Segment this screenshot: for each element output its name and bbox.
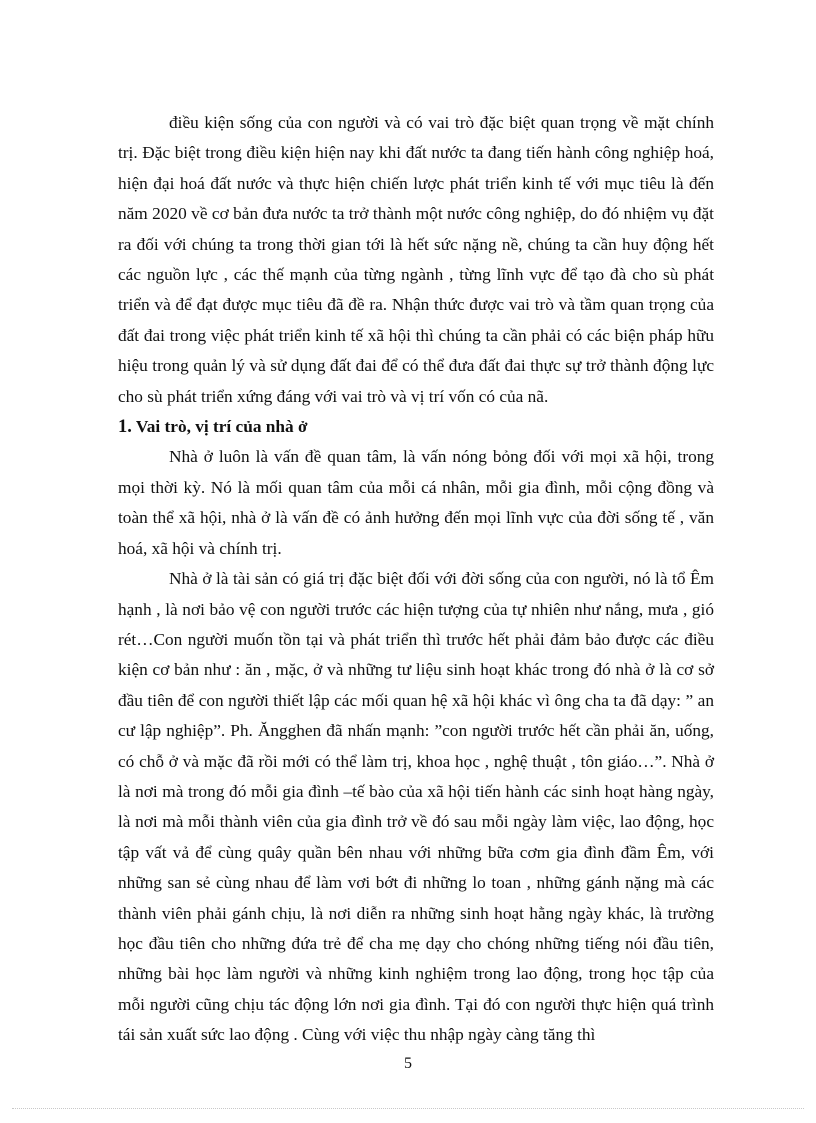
paragraph-housing-concern: Nhà ở luôn là vấn đề quan tâm, là vấn nóng bỏng đối với mọi xã hội, trong mọi thời kỳ. Nó là mối quan tâm của mỗi cá nhân, mỗi gia đình, mỗi cộng đồng và toàn thể xã hội, nhà ở là vấn đề có ảnh hưởng đến mọi lĩnh vực của đời sống tế , văn hoá, xã hội và chính trị. — [118, 447, 714, 558]
document-body — [118, 108, 714, 1051]
paragraph-housing-value: Nhà ở là tài sản có giá trị đặc biệt đối với đời sống của con người, nó là tổ Êm hạnh , là nơi bảo vệ con người trước các hiện tượng của tự nhiên như nắng, mưa , gió rét…Con người muốn tồn tại và phát triển thì trước hết phải đảm bảo được các điều kiện cơ bản như : ăn , mặc, ở và những tư liệu sinh hoạt khác trong đó nhà ở là cơ sở đầu tiên để con người thiết lập các mối quan hệ xã hội khác vì ông cha ta đã dạy: ” an cư lập nghiệp”. Ph. Ăngghen đã nhấn mạnh: ”con người trước hết cần phải ăn, uống, có chỗ ở và mặc đã rồi mới có thể làm trị, khoa học , nghệ thuật , tôn giáo…”. Nhà ở là nơi mà trong đó mỗi gia đình –tế bào của xã hội tiến hành các sinh hoạt hàng ngày, là nơi mà mỗi thành viên của gia đình trở về đó sau mỗi ngày làm việc, lao động, học tập vất vả để cùng quây quần bên nhau với những bữa cơm gia đình đầm Êm, với những san sẻ cùng nhau để làm vơi bớt đi những lo toan , những gánh nặng mà các thành viên phải gánh chịu, là nơi diễn ra những sinh hoạt hằng ngày khác, là trường học đầu tiên cho những đứa trẻ để cha mẹ dạy cho chóng những tiếng nói đầu tiên, những bài học làm người và những kinh nghiệm trong lao động, trong học tập của mỗi người cũng chịu tác động lớn nơi gia đình. Tại đó con người thực hiện quá trình tái sản xuất sức lao động . Cùng với việc thu nhập ngày càng tăng thì — [118, 569, 714, 1045]
page-footer-divider — [12, 1108, 804, 1109]
section-number: 1. — [118, 417, 132, 438]
section-heading — [118, 412, 714, 442]
page-number: 5 — [404, 1055, 412, 1072]
paragraph-intro: điều kiện sống của con người và có vai trò đặc biệt quan trọng về mặt chính trị. Đặc biệt trong điều kiện hiện nay khi đất nước ta đang tiến hành công nghiệp hoá, hiện đại hoá đất nước và thực hiện chiến lược phát triển kinh tế với mục tiêu là đến năm 2020 về cơ bản đưa nước ta trở thành một nước công nghiệp, do đó nhiệm vụ đặt ra đối với chúng ta trong thời gian tới là hết sức nặng nề, chúng ta cần huy động hết các nguồn lực , các thế mạnh của từng ngành , từng lĩnh vực để tạo đà cho sù phát triển và để đạt được mục tiêu đã đề ra. Nhận thức được vai trò và tầm quan trọng của đất đai trong việc phát triển kinh tế xã hội thì chúng ta cần phải có các biện pháp hữu hiệu trong quản lý và sử dụng đất đai để có thể đưa đất đai thực sự trở thành động lực cho sù phát triển xứng đáng với vai trò và vị trí vốn có của nã. — [118, 113, 714, 406]
section-title: Vai trò, vị trí của nhà ở — [135, 417, 308, 437]
